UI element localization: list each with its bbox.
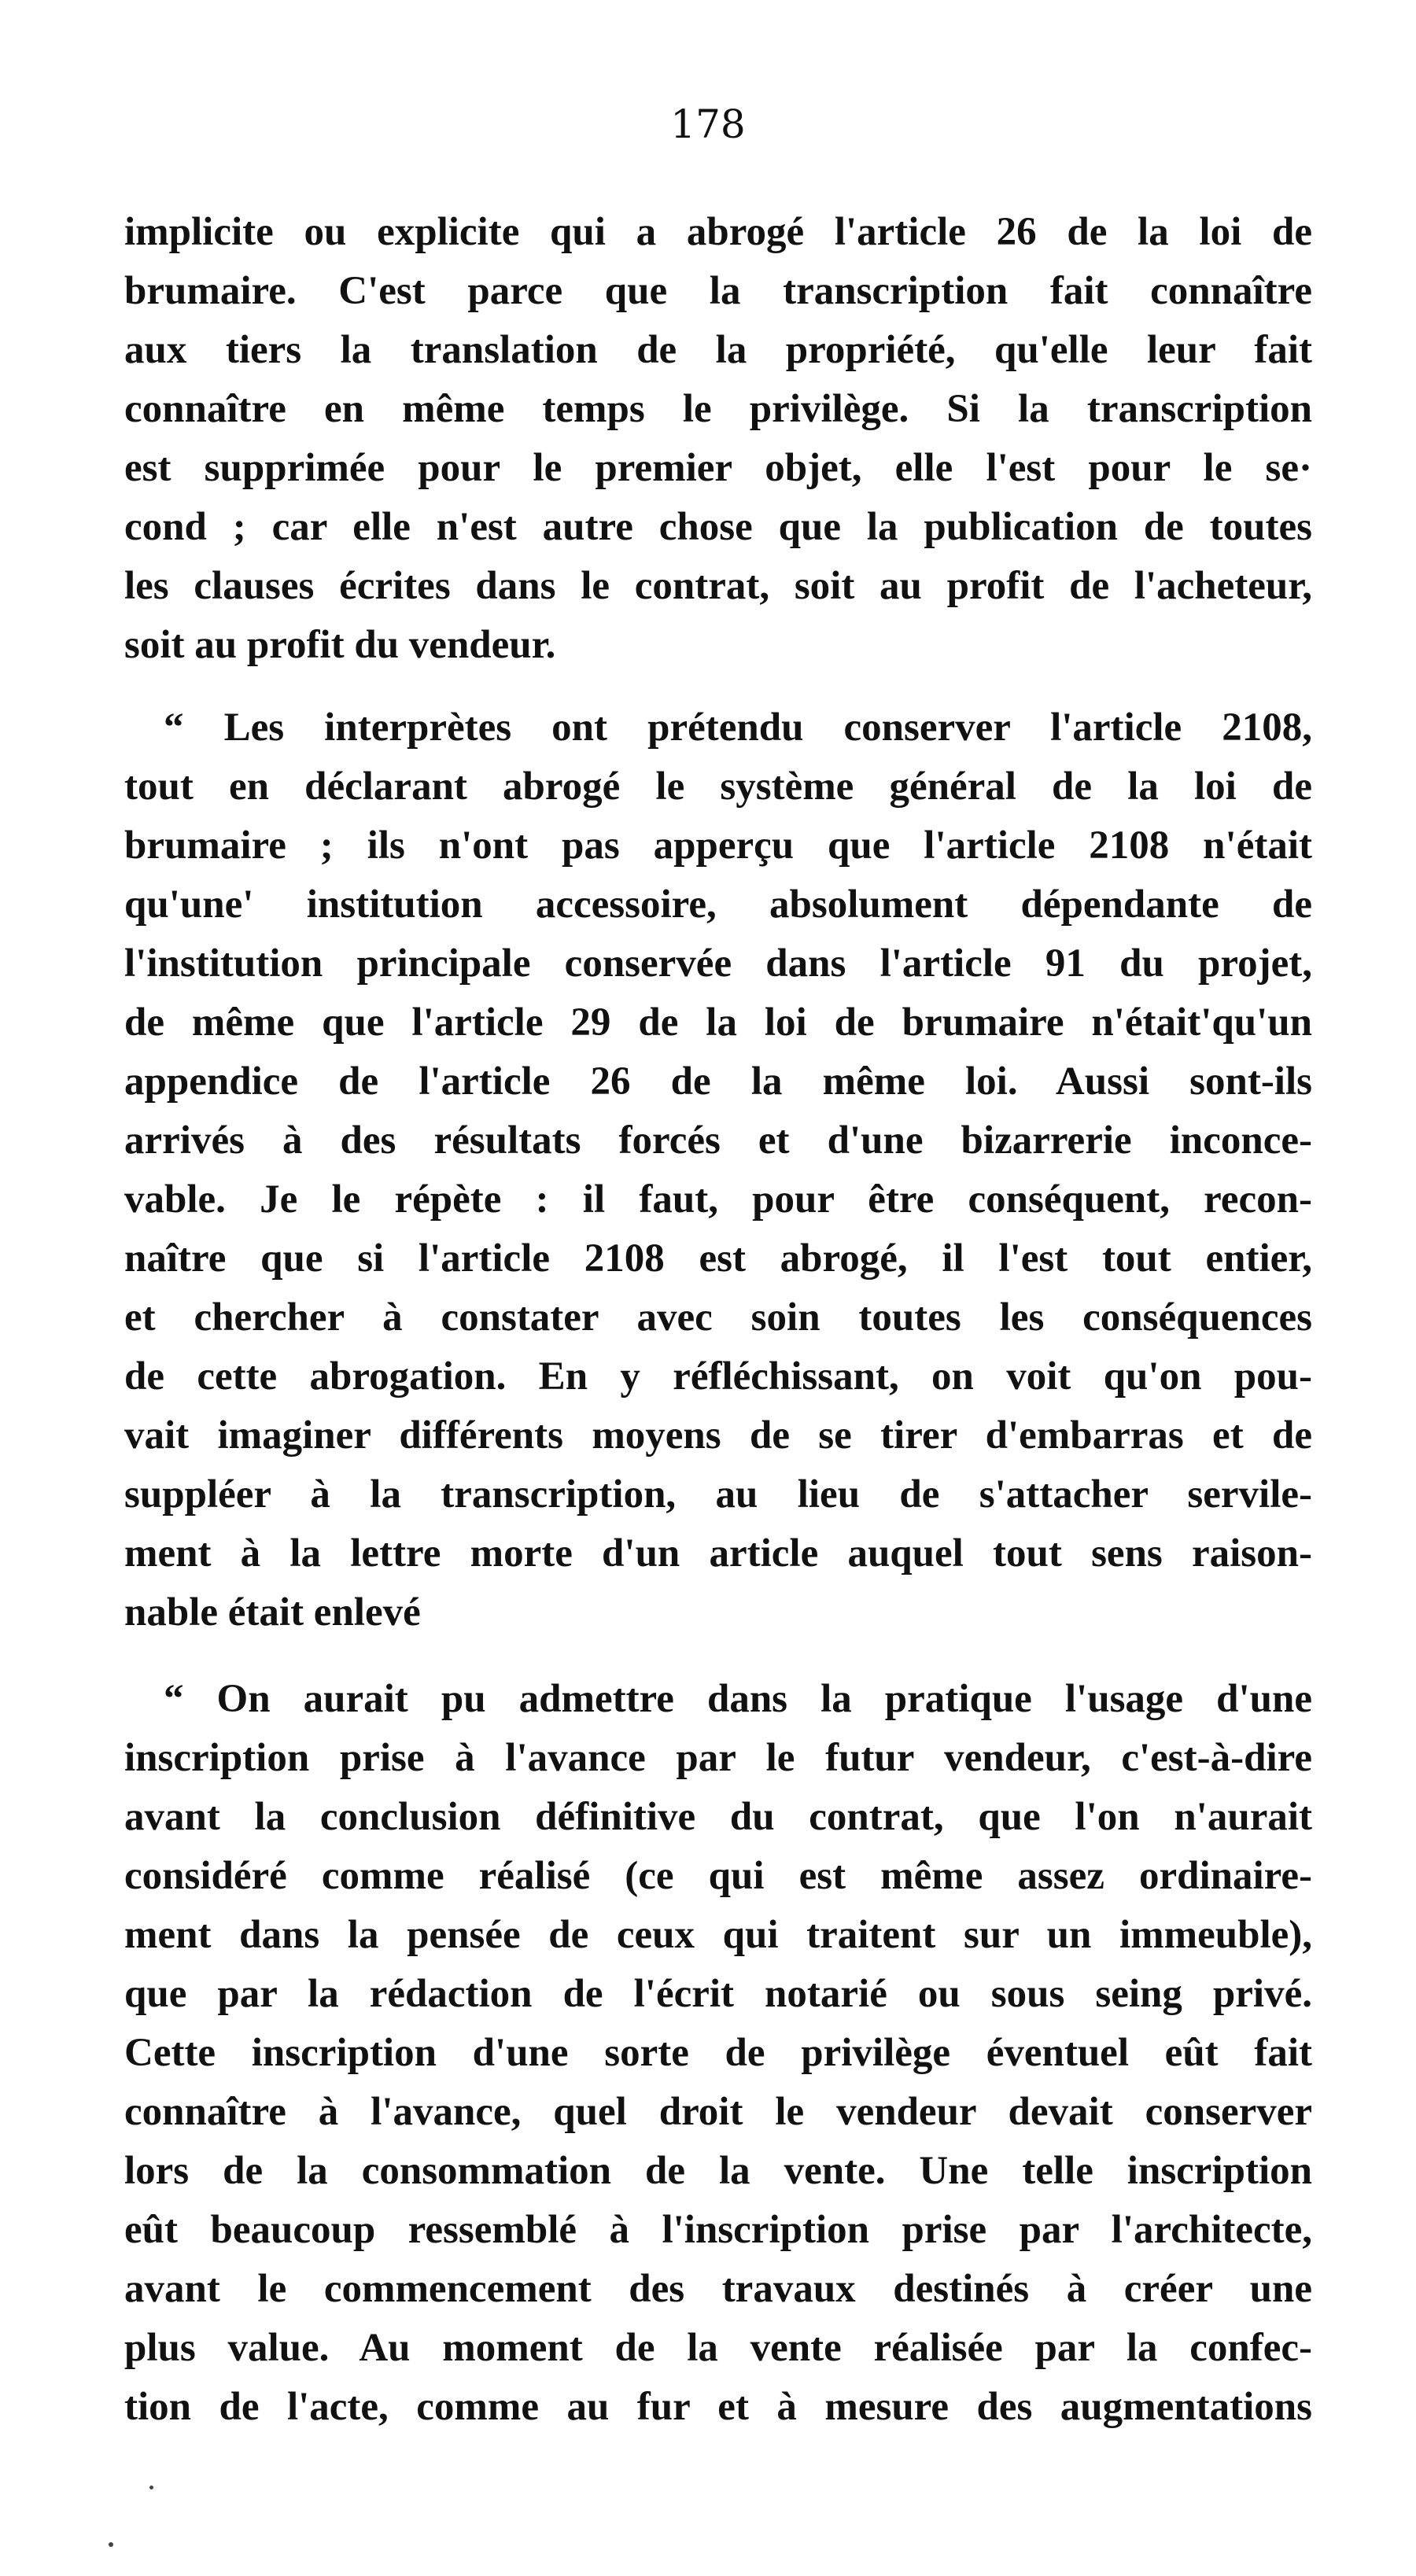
- text-line: lors de la consommation de la vente. Une telle inscription: [124, 2149, 1312, 2193]
- text-line: les clauses écrites dans le contrat, soit au profit de l'acheteur,: [124, 564, 1312, 608]
- paragraph-3: [124, 1670, 1312, 2437]
- text-line: est supprimée pour le premier objet, elle l'est pour le se·: [124, 446, 1312, 490]
- text-line: plus value. Au moment de la vente réalisée par la confec-: [124, 2326, 1312, 2370]
- text-line: tion de l'acte, comme au fur et à mesure des augmentations: [124, 2385, 1312, 2429]
- print-speck: [109, 2542, 113, 2547]
- print-speck: [149, 2486, 153, 2489]
- text-line: brumaire. C'est parce que la transcription fait connaître: [124, 269, 1312, 313]
- text-line: aux tiers la translation de la propriété, qu'elle leur fait: [124, 328, 1312, 372]
- text-line: arrivés à des résultats forcés et d'une bizarrerie inconce-: [124, 1118, 1312, 1163]
- text-line: soit au profit du vendeur.: [124, 623, 556, 667]
- text-line: appendice de l'article 26 de la même loi. Aussi sont-ils: [124, 1060, 1312, 1104]
- text-line: ment à la lettre morte d'un article auquel tout sens raison-: [124, 1531, 1312, 1575]
- text-line: avant le commencement des travaux destinés à créer une: [124, 2267, 1312, 2311]
- text-line: “ On aurait pu admettre dans la pratique l'usage d'une: [164, 1677, 1312, 1721]
- text-line: “ Les interprètes ont prétendu conserver l'article 2108,: [164, 706, 1312, 750]
- text-line: nable était enlevé: [124, 1590, 421, 1634]
- text-line: brumaire ; ils n'ont pas apperçu que l'article 2108 n'était: [124, 824, 1312, 868]
- text-line: Cette inscription d'une sorte de privilège éventuel eût fait: [124, 2031, 1312, 2075]
- text-line: que par la rédaction de l'écrit notarié ou sous seing privé.: [124, 1972, 1312, 2016]
- text-line: vait imaginer différents moyens de se tirer d'embarras et de: [124, 1413, 1312, 1458]
- text-line: et chercher à constater avec soin toutes les conséquences: [124, 1295, 1312, 1340]
- text-line: connaître à l'avance, quel droit le vendeur devait conserver: [124, 2090, 1312, 2134]
- text-line: de cette abrogation. En y réfléchissant, on voit qu'on pou-: [124, 1354, 1312, 1399]
- text-line: suppléer à la transcription, au lieu de s'attacher servile-: [124, 1472, 1312, 1516]
- text-line: ment dans la pensée de ceux qui traitent sur un immeuble),: [124, 1913, 1312, 1957]
- text-line: connaître en même temps le privilège. Si la transcription: [124, 387, 1312, 431]
- page-number: 178: [670, 101, 746, 147]
- paragraph-1: [124, 203, 1312, 675]
- text-line: de même que l'article 29 de la loi de brumaire n'était'qu'un: [124, 1001, 1312, 1045]
- text-line: cond ; car elle n'est autre chose que la publication de toutes: [124, 505, 1312, 549]
- text-line: qu'une' institution accessoire, absolument dépendante de: [124, 883, 1312, 927]
- text-line: avant la conclusion définitive du contrat, que l'on n'aurait: [124, 1795, 1312, 1839]
- text-line: implicite ou explicite qui a abrogé l'article 26 de la loi de: [124, 210, 1312, 254]
- text-line: l'institution principale conservée dans l'article 91 du projet,: [124, 942, 1312, 986]
- text-line: naître que si l'article 2108 est abrogé, il l'est tout entier,: [124, 1236, 1312, 1281]
- text-line: vable. Je le répète : il faut, pour être conséquent, recon-: [124, 1177, 1312, 1222]
- text-line: considéré comme réalisé (ce qui est même assez ordinaire-: [124, 1854, 1312, 1898]
- text-line: eût beaucoup ressemblé à l'inscription prise par l'architecte,: [124, 2208, 1312, 2252]
- text-line: tout en déclarant abrogé le système général de la loi de: [124, 765, 1312, 809]
- text-line: inscription prise à l'avance par le futur vendeur, c'est-à-dire: [124, 1736, 1312, 1780]
- paragraph-2: [124, 698, 1312, 1642]
